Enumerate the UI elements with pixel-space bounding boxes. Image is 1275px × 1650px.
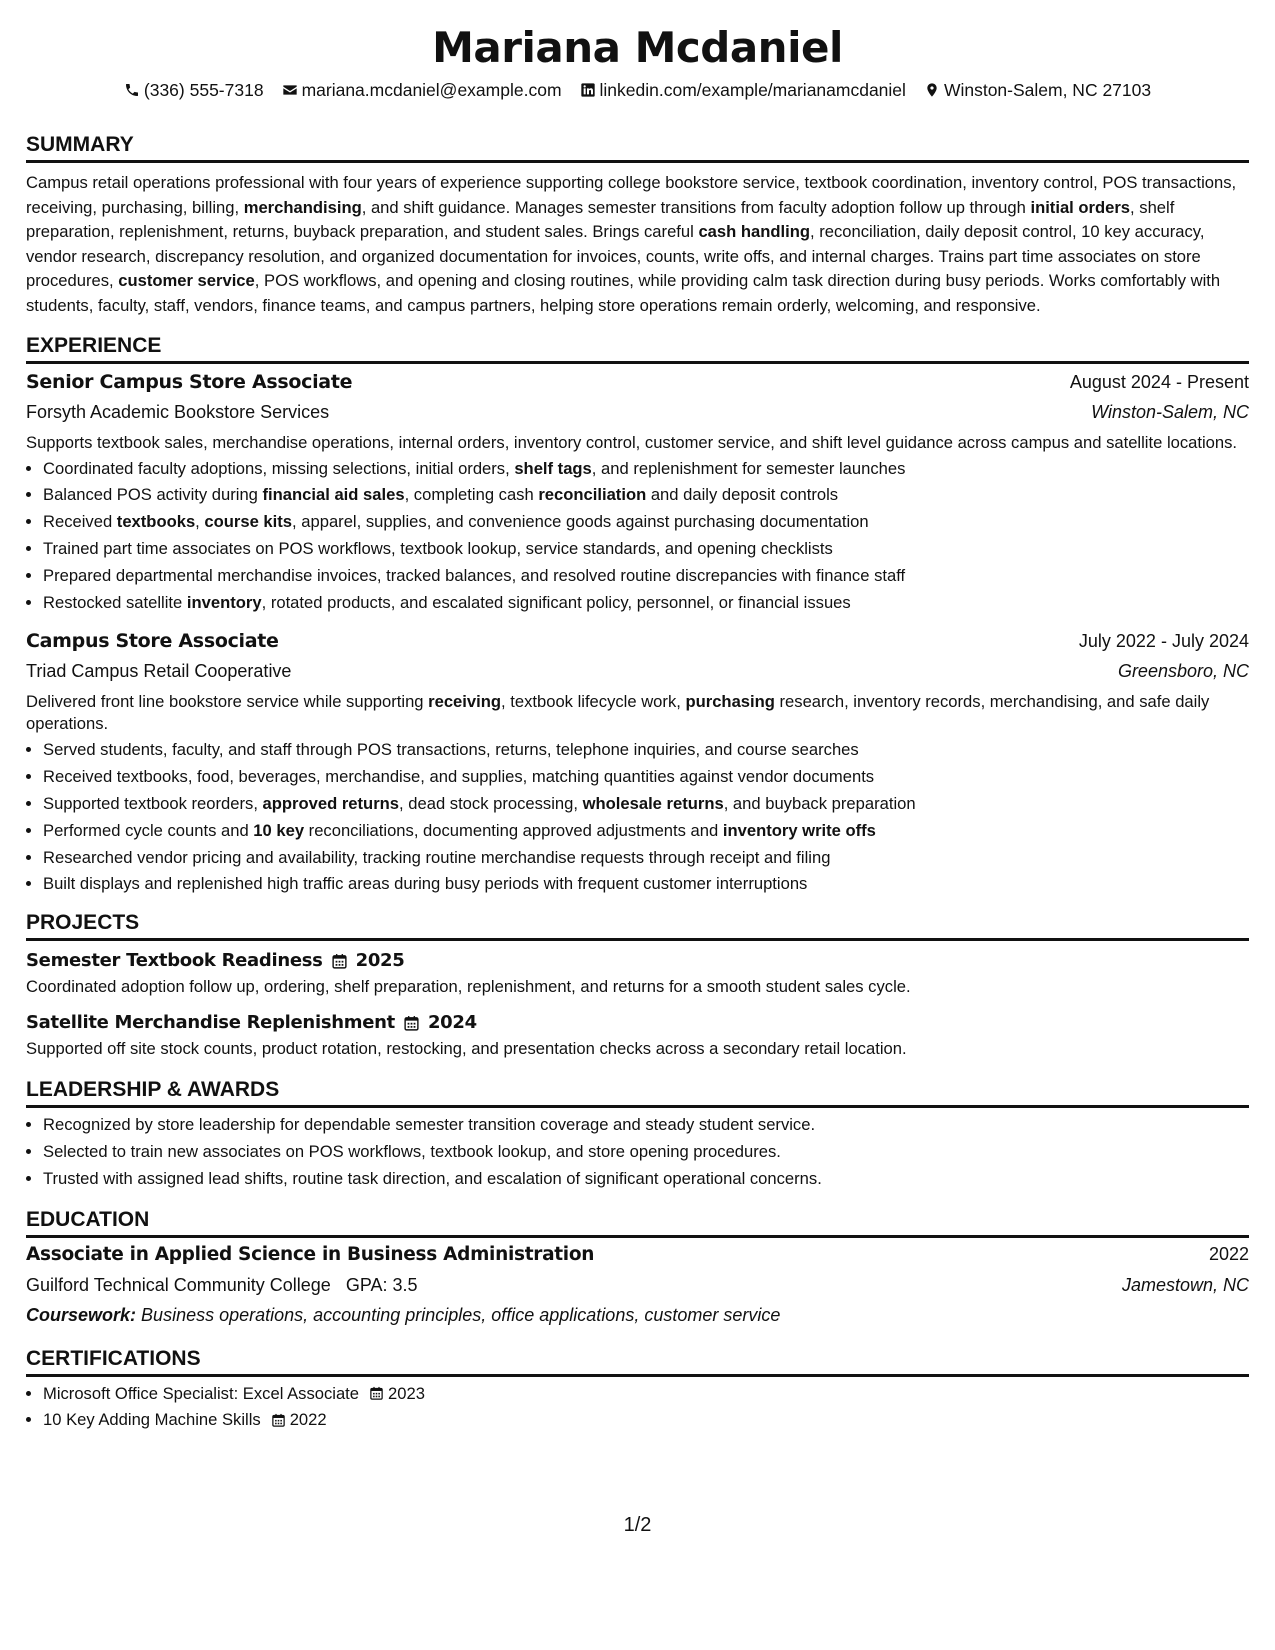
text-segment: Balanced POS activity during <box>43 485 263 505</box>
bullet-item <box>43 482 1249 509</box>
email-text: mariana.mcdaniel@example.com <box>301 79 562 100</box>
text-segment: Trained part time associates on POS workflows, textbook lookup, service standards, and opening checklists <box>43 538 833 558</box>
bold-text: inventory write offs <box>722 820 876 840</box>
certification-year: 2023 <box>388 1383 425 1403</box>
bullet-item <box>43 818 1249 845</box>
education-school-row <box>26 1270 1249 1300</box>
calendar-icon <box>331 953 348 970</box>
text-segment: , rotated products, and escalated significant policy, personnel, or financial issues <box>261 592 851 612</box>
text-segment: Prepared departmental merchandise invoices, tracked balances, and resolved routine discrepancies with finance staff <box>43 565 906 585</box>
section-divider <box>26 160 1249 163</box>
summary-section <box>26 132 1249 319</box>
calendar-icon <box>369 1386 384 1401</box>
bold-text: merchandising <box>243 197 362 217</box>
text-segment: Supports textbook sales, merchandise operations, internal orders, inventory control, customer service, and shift level guidance across campus and satellite locations. <box>26 432 1238 452</box>
contact-email[interactable] <box>282 80 562 101</box>
degree-year: 2022 <box>1208 1243 1249 1264</box>
project-entry <box>26 1009 1249 1061</box>
text-segment: Received <box>43 512 117 532</box>
section-title: EXPERIENCE <box>26 333 162 357</box>
certification-year: 2022 <box>289 1410 327 1430</box>
text-segment: , and buyback preparation <box>723 793 916 813</box>
text-segment: , shelf preparation, replenishment, returns, buyback preparation, and student sales. Brings careful <box>26 197 1175 242</box>
job-entry <box>26 367 1249 617</box>
project-description: Coordinated adoption follow up, ordering, shelf preparation, replenishment, and returns for a smooth student sales cycle. <box>26 977 911 997</box>
bullet-item <box>43 456 1249 483</box>
bullet-item <box>43 536 1249 563</box>
bullet-item <box>43 764 1249 791</box>
project-name: Semester Textbook Readiness <box>26 950 323 972</box>
linkedin-text: linkedin.com/example/marianamcdaniel <box>599 79 906 100</box>
text-segment: Campus retail operations professional with four years of experience supporting college bookstore service, textbook coordination, inventory control, POS transactions, receiving, purchasing, billing, <box>26 173 1237 217</box>
text-segment: , dead stock processing, <box>399 793 583 813</box>
text-segment: research, inventory records, merchandising, and safe daily operations. <box>26 692 1210 734</box>
leadership-item: • Selected to train new associates on POS workflows, textbook lookup, and store opening procedures. <box>43 1139 1249 1166</box>
text-segment: , and replenishment for semester launches <box>591 458 906 478</box>
certification-list <box>26 1381 1249 1435</box>
project-title <box>26 1009 477 1037</box>
certification-item <box>43 1407 1249 1434</box>
resume-page <box>26 0 1249 1434</box>
certification-name: • 10 Key Adding Machine Skills <box>43 1410 261 1430</box>
section-divider <box>26 1105 1249 1108</box>
summary-text <box>26 171 1249 319</box>
linkedin-icon <box>580 82 596 98</box>
text-segment: , completing cash <box>404 485 539 505</box>
job-description <box>26 432 1249 454</box>
job-location: Greensboro, NC <box>1117 661 1249 682</box>
job-org-row <box>26 397 1249 427</box>
contact-phone[interactable] <box>124 80 264 101</box>
text-segment: , textbook lifecycle work, <box>501 692 686 712</box>
certifications-section <box>26 1346 1249 1435</box>
bold-text: reconciliation <box>538 485 647 505</box>
section-title: LEADERSHIP & AWARDS <box>26 1078 280 1102</box>
job-list <box>26 367 1249 899</box>
project-title <box>26 947 405 975</box>
job-location: Winston-Salem, NC <box>1091 401 1249 422</box>
job-description <box>26 691 1249 735</box>
bold-text: inventory <box>186 592 262 612</box>
page-number: 1/2 <box>623 1514 652 1536</box>
leadership-item: • Trusted with assigned lead shifts, routine task direction, and escalation of significant operational concerns. <box>43 1166 1249 1193</box>
text-segment: Coordinated faculty adoptions, missing selections, initial orders, <box>43 458 515 478</box>
leadership-item: • Recognized by store leadership for dependable semester transition coverage and steady student service. <box>43 1112 1249 1139</box>
bold-text: initial orders <box>1030 197 1131 217</box>
certification-item <box>43 1381 1249 1408</box>
experience-section <box>26 333 1249 899</box>
section-title: EDUCATION <box>26 1207 150 1231</box>
job-bullets <box>26 737 1249 898</box>
certification-row <box>43 1407 1249 1434</box>
text-segment: Served students, faculty, and staff through POS transactions, returns, telephone inquiries, and course searches <box>43 740 859 760</box>
text-segment: Restocked satellite <box>43 592 187 612</box>
text-segment: , POS workflows, and opening and closing routines, while providing calm task direction during busy periods. Works comfortably with students, faculty, staff, vendors, finance teams, and campus partners, helping store operations remain orderly, welcoming, and responsive. <box>26 271 1221 315</box>
section-divider <box>26 361 1249 364</box>
map-pin-icon <box>924 82 940 98</box>
leadership-list <box>26 1112 1249 1192</box>
bold-text: course kits <box>204 512 293 532</box>
bold-text: receiving <box>428 692 502 712</box>
leadership-section <box>26 1077 1249 1192</box>
candidate-name: Mariana Mcdaniel <box>432 23 843 72</box>
bold-text: wholesale returns <box>582 793 724 813</box>
projects-section <box>26 910 1249 1061</box>
school-info <box>26 1270 418 1300</box>
bullet-item <box>43 563 1249 590</box>
project-entry <box>26 947 1249 999</box>
phone-text: (336) 555-7318 <box>143 79 264 100</box>
text-segment: , <box>195 512 205 532</box>
coursework-label: Coursework: <box>26 1304 137 1325</box>
job-header-row <box>26 367 1249 397</box>
job-org-row <box>26 656 1249 686</box>
gpa: GPA: 3.5 <box>345 1274 418 1295</box>
text-segment: Received textbooks, food, beverages, merchandise, and supplies, matching quantities against vendor documents <box>43 767 875 787</box>
section-title: SUMMARY <box>26 133 134 156</box>
project-year: 2024 <box>427 1012 477 1034</box>
job-entry <box>26 626 1249 898</box>
bold-text: purchasing <box>685 692 775 712</box>
bold-text: shelf tags <box>514 458 592 478</box>
degree-title: Associate in Applied Science in Business Administration <box>26 1243 595 1265</box>
location-text: Winston-Salem, NC 27103 <box>943 79 1152 100</box>
contact-linkedin[interactable] <box>580 80 906 101</box>
section-divider <box>26 938 1249 941</box>
bold-text: financial aid sales <box>262 485 405 505</box>
bold-text: textbooks <box>116 512 196 532</box>
calendar-icon <box>403 1015 420 1032</box>
bullet-item <box>43 737 1249 764</box>
text-segment: Built displays and replenished high traffic areas during busy periods with frequent customer interruptions <box>43 874 808 894</box>
coursework <box>26 1300 1249 1330</box>
job-dates: August 2024 - Present <box>1069 371 1249 392</box>
bold-text: customer service <box>118 271 255 291</box>
project-list <box>26 947 1249 1061</box>
text-segment: Delivered front line bookstore service while supporting <box>26 692 429 712</box>
contact-location <box>924 80 1151 101</box>
school-location: Jamestown, NC <box>1121 1274 1249 1295</box>
text-segment: , and shift guidance. Manages semester transitions from faculty adoption follow up through <box>361 197 1031 217</box>
job-dates: July 2022 - July 2024 <box>1078 631 1249 652</box>
text-segment: , reconciliation, daily deposit control, 10 key accuracy, vendor research, discrepancy resolution, and organized documentation for invoices, counts, write offs, and internal charges. Trains part time associates on store procedures, <box>26 222 1205 291</box>
section-title: PROJECTS <box>26 911 140 935</box>
contact-bar <box>26 78 1249 102</box>
bullet-item <box>43 791 1249 818</box>
certification-date <box>369 1381 425 1408</box>
certification-row <box>43 1381 1249 1408</box>
text-segment: and daily deposit controls <box>646 485 839 505</box>
project-year: 2025 <box>355 950 405 972</box>
text-segment: Supported textbook reorders, <box>43 793 263 813</box>
envelope-icon <box>282 82 298 98</box>
job-title: Campus Store Associate <box>26 630 279 653</box>
bullet-item <box>43 509 1249 536</box>
job-title: Senior Campus Store Associate <box>26 370 353 393</box>
education-header-row <box>26 1239 1249 1270</box>
school-name: Guilford Technical Community College <box>26 1274 331 1295</box>
bullet-item <box>43 590 1249 617</box>
project-description: Supported off site stock counts, product rotation, restocking, and presentation checks across a secondary retail location. <box>26 1039 907 1059</box>
calendar-icon <box>271 1413 286 1428</box>
section-title: CERTIFICATIONS <box>26 1346 201 1370</box>
education-section <box>26 1207 1249 1330</box>
bullet-item <box>43 871 1249 898</box>
text-segment: Researched vendor pricing and availability, tracking routine merchandise requests through receipt and filing <box>43 847 831 867</box>
certification-date <box>271 1407 327 1434</box>
coursework-text: Business operations, accounting principles, office applications, customer service <box>141 1304 781 1325</box>
job-organization: Triad Campus Retail Cooperative <box>26 661 292 682</box>
job-organization: Forsyth Academic Bookstore Services <box>26 401 330 422</box>
section-divider <box>26 1235 1249 1238</box>
text-segment: reconciliations, documenting approved adjustments and <box>304 820 723 840</box>
bullet-item <box>43 845 1249 872</box>
section-divider <box>26 1374 1249 1377</box>
certification-name: • Microsoft Office Specialist: Excel Associate <box>43 1383 360 1403</box>
phone-icon <box>124 82 140 98</box>
job-bullets <box>26 456 1249 617</box>
bold-text: 10 key <box>253 820 305 840</box>
project-name: Satellite Merchandise Replenishment <box>26 1012 395 1034</box>
bold-text: cash handling <box>698 222 810 242</box>
text-segment: Performed cycle counts and <box>43 820 254 840</box>
job-header-row <box>26 626 1249 656</box>
text-segment: , apparel, supplies, and convenience goods against purchasing documentation <box>292 512 869 532</box>
bold-text: approved returns <box>262 793 400 813</box>
